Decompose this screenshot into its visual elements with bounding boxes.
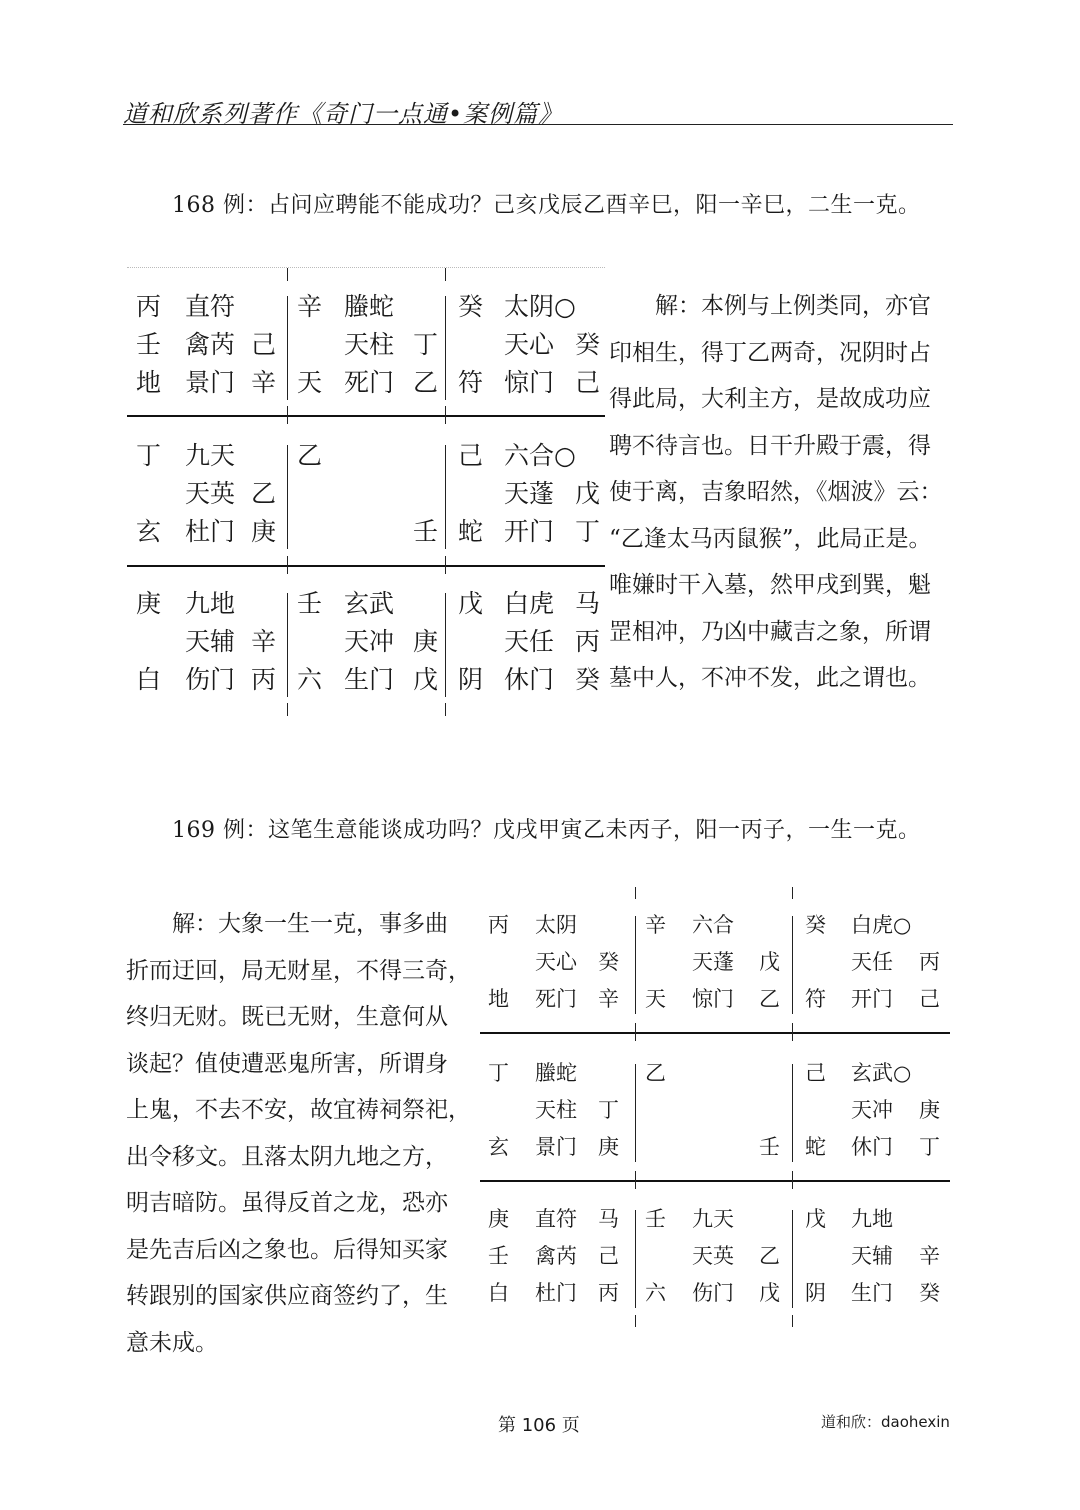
palace-cell: 阴 (805, 1281, 826, 1305)
palace-cell: 乙 (759, 1244, 780, 1268)
palace-cell: 壬 (413, 517, 439, 546)
palace-cell: 丁 (136, 441, 162, 470)
explanation-line: 明吉暗防。虽得反首之龙，恐亦 (126, 1190, 448, 1216)
book-header-title: 道和欣系列著作《奇门一点通•案例篇》 (123, 100, 564, 128)
palace-cell: 伤门 (692, 1281, 734, 1305)
explanation-line: 终归无财。既已无财，生意何从 (126, 1004, 448, 1030)
palace-cell: 天辅 (185, 627, 236, 656)
palace-cell: 乙 (759, 987, 780, 1011)
palace-cell: 景门 (535, 1135, 577, 1159)
palace-cell: 太阴 (535, 913, 577, 937)
explanation-line: 罡相冲，乃凶中藏吉之象，所谓 (609, 618, 931, 645)
case-169-title: 169 例：这笔生意能谈成功吗？戊戌甲寅乙未丙子，阳一丙子，一生一克。 (172, 818, 921, 843)
chart-top-tick (792, 887, 793, 899)
explanation-line: “乙逢太马丙鼠猴”，此局正是。 (609, 525, 932, 552)
palace-cell: 辛 (297, 292, 323, 321)
palace-cell: 癸 (575, 665, 601, 694)
explanation-line: 折而迂回，局无财星，不得三奇， (126, 957, 471, 984)
palace-cell: 天任 (851, 950, 893, 974)
palace-cell: 丁 (575, 517, 601, 546)
palace-rule-cross (635, 1171, 636, 1189)
palace-cell: 戊 (458, 589, 484, 618)
palace-cell: 杜门 (535, 1281, 577, 1305)
palace-cell: 玄武○ (851, 1061, 912, 1085)
palace-rule (480, 1180, 950, 1182)
palace-cell: 壬 (297, 589, 323, 618)
explanation-line: 得此局，大利主方，是故成功应 (609, 386, 931, 412)
palace-cell: 丁 (488, 1061, 509, 1085)
explanation-line: 谈起？值使遭恶鬼所害，所谓身 (126, 1050, 448, 1077)
explanation-line: 出令移文。且落太阴九地之方， (126, 1143, 448, 1170)
palace-cell: 白 (488, 1281, 509, 1305)
palace-cell: 符 (458, 368, 484, 397)
palace-cell: 天心 (535, 950, 577, 974)
palace-cell: 九天 (185, 441, 236, 470)
palace-cell: 九天 (692, 1207, 734, 1231)
footer-brand: 道和欣：daohexin (821, 1413, 950, 1431)
explanation-line: 使于离，吉象昭然，《烟波》云： (609, 479, 943, 505)
palace-cell: 己 (598, 1244, 619, 1268)
palace-cell: 六合○ (504, 441, 576, 470)
palace-cell: 己 (919, 987, 940, 1011)
palace-cell: 天 (645, 987, 666, 1011)
palace-cell: 戊 (759, 1281, 780, 1305)
palace-cell: 禽芮 (535, 1244, 577, 1268)
explanation-line: 唯嫌时干入墓，然甲戌到巽，魁 (609, 572, 931, 598)
palace-cell: 庚 (136, 589, 162, 618)
palace-cell: 伤门 (185, 665, 236, 694)
palace-cell: 乙 (645, 1061, 666, 1085)
palace-cell: 蛇 (458, 517, 484, 546)
palace-cell: 天冲 (344, 627, 395, 656)
palace-cell: 六 (297, 665, 323, 694)
palace-cell: 丙 (598, 1281, 619, 1305)
palace-cell: 螣蛇 (535, 1061, 577, 1085)
palace-cell: 天英 (692, 1244, 734, 1268)
explanation-line: 印相生，得丁乙两奇，况阴时占 (609, 339, 931, 366)
palace-cell: 丙 (575, 627, 601, 656)
palace-cell: 壬 (645, 1207, 666, 1231)
palace-rule-cross (792, 1023, 793, 1041)
palace-cell: 太阴○ (504, 292, 576, 321)
palace-cell: 九地 (185, 589, 236, 618)
palace-cell: 开门 (504, 517, 555, 546)
chart-top-tick (635, 887, 636, 899)
explanation-line: 转跟别的国家供应商签约了，生 (126, 1283, 448, 1309)
palace-cell: 死门 (344, 368, 395, 397)
palace-rule-cross (635, 1023, 636, 1041)
palace-cell: 戊 (413, 665, 439, 694)
palace-cell: 戊 (575, 479, 601, 508)
palace-cell: 庚 (598, 1135, 619, 1159)
palace-cell: 辛 (251, 368, 277, 397)
palace-cell: 玄 (488, 1135, 509, 1159)
palace-cell: 禽芮 (185, 330, 236, 359)
palace-cell: 丙 (251, 665, 277, 694)
palace-cell: 地 (488, 987, 509, 1011)
palace-cell: 庚 (919, 1098, 940, 1122)
palace-cell: 壬 (136, 330, 162, 359)
palace-cell: 己 (458, 441, 484, 470)
palace-cell: 直符 (535, 1207, 577, 1231)
palace-cell: 死门 (535, 987, 577, 1011)
palace-cell: 癸 (598, 950, 619, 974)
chart-bottom-tick (635, 1315, 636, 1327)
palace-cell: 辛 (645, 913, 666, 937)
palace-cell: 六 (645, 1281, 666, 1305)
palace-cell: 戊 (805, 1207, 826, 1231)
palace-cell: 丁 (413, 330, 439, 359)
palace-cell: 休门 (504, 665, 555, 694)
palace-cell: 天英 (185, 479, 236, 508)
palace-cell: 天柱 (344, 330, 395, 359)
palace-cell: 惊门 (692, 987, 734, 1011)
palace-divider (792, 1210, 793, 1308)
palace-cell: 辛 (251, 627, 277, 656)
palace-cell: 白 (136, 665, 162, 694)
palace-cell: 天冲 (851, 1098, 893, 1122)
case-168-title: 168 例：占问应聘能不能成功？己亥戊辰乙酉辛巳，阳一辛巳，二生一克。 (172, 193, 921, 218)
palace-cell: 壬 (759, 1135, 780, 1159)
palace-cell: 丙 (488, 913, 509, 937)
palace-cell: 玄武 (344, 589, 395, 618)
palace-cell: 戊 (759, 950, 780, 974)
palace-cell: 天心 (504, 330, 555, 359)
palace-cell: 天 (297, 368, 323, 397)
palace-divider (635, 1210, 636, 1308)
palace-cell: 天蓬 (692, 950, 734, 974)
palace-cell: 杜门 (185, 517, 236, 546)
explanation-line: 解：大象一生一克，事多曲 (172, 911, 448, 937)
palace-rule-cross (792, 1171, 793, 1189)
palace-cell: 丁 (598, 1098, 619, 1122)
palace-cell: 六合 (692, 913, 734, 937)
palace-cell: 九地 (851, 1207, 893, 1231)
palace-cell: 己 (251, 330, 277, 359)
palace-cell: 癸 (919, 1281, 940, 1305)
palace-cell: 蛇 (805, 1135, 826, 1159)
palace-cell: 壬 (488, 1244, 509, 1268)
palace-divider (635, 1064, 636, 1162)
palace-cell: 丁 (919, 1135, 940, 1159)
palace-cell: 天辅 (851, 1244, 893, 1268)
palace-cell: 丙 (136, 292, 162, 321)
palace-cell: 生门 (851, 1281, 893, 1305)
explanation-line: 解：本例与上例类同，亦官 (655, 293, 931, 319)
palace-cell: 辛 (919, 1244, 940, 1268)
palace-divider (792, 1064, 793, 1162)
explanation-line: 意未成。 (126, 1329, 218, 1356)
palace-cell: 天蓬 (504, 479, 555, 508)
palace-cell: 癸 (575, 330, 601, 359)
palace-cell: 癸 (458, 292, 484, 321)
palace-cell: 阴 (458, 665, 484, 694)
palace-cell: 符 (805, 987, 826, 1011)
palace-cell: 休门 (851, 1135, 893, 1159)
explanation-line: 是先吉后凶之象也。后得知买家 (126, 1236, 448, 1263)
palace-cell: 乙 (413, 368, 439, 397)
palace-cell: 辛 (598, 987, 619, 1011)
palace-cell: 马 (575, 589, 601, 618)
palace-cell: 天柱 (535, 1098, 577, 1122)
palace-cell: 天任 (504, 627, 555, 656)
palace-cell: 景门 (185, 368, 236, 397)
palace-cell: 开门 (851, 987, 893, 1011)
palace-cell: 生门 (344, 665, 395, 694)
palace-cell: 地 (136, 368, 162, 397)
palace-cell: 乙 (251, 479, 277, 508)
palace-cell: 庚 (413, 627, 439, 656)
palace-rule (480, 1032, 950, 1034)
palace-cell: 玄 (136, 517, 162, 546)
explanation-line: 上鬼，不去不安，故宜祷祠祭祀， (126, 1097, 471, 1123)
palace-cell: 己 (805, 1061, 826, 1085)
palace-cell: 白虎○ (851, 913, 912, 937)
palace-divider (792, 916, 793, 1014)
palace-divider (635, 916, 636, 1014)
palace-cell: 白虎 (504, 589, 555, 618)
explanation-line: 聘不待言也。日干升殿于震，得 (609, 432, 931, 459)
palace-cell: 直符 (185, 292, 236, 321)
palace-cell: 螣蛇 (344, 292, 395, 321)
palace-cell: 惊门 (504, 368, 555, 397)
page-number: 第 106 页 (498, 1415, 580, 1436)
palace-cell: 己 (575, 368, 601, 397)
palace-cell: 庚 (251, 517, 277, 546)
palace-cell: 马 (598, 1207, 619, 1231)
palace-cell: 庚 (488, 1207, 509, 1231)
palace-cell: 乙 (297, 441, 323, 470)
chart-bottom-tick (792, 1315, 793, 1327)
explanation-line: 墓中人，不冲不发，此之谓也。 (609, 665, 931, 691)
palace-cell: 丙 (919, 950, 940, 974)
palace-cell: 癸 (805, 913, 826, 937)
